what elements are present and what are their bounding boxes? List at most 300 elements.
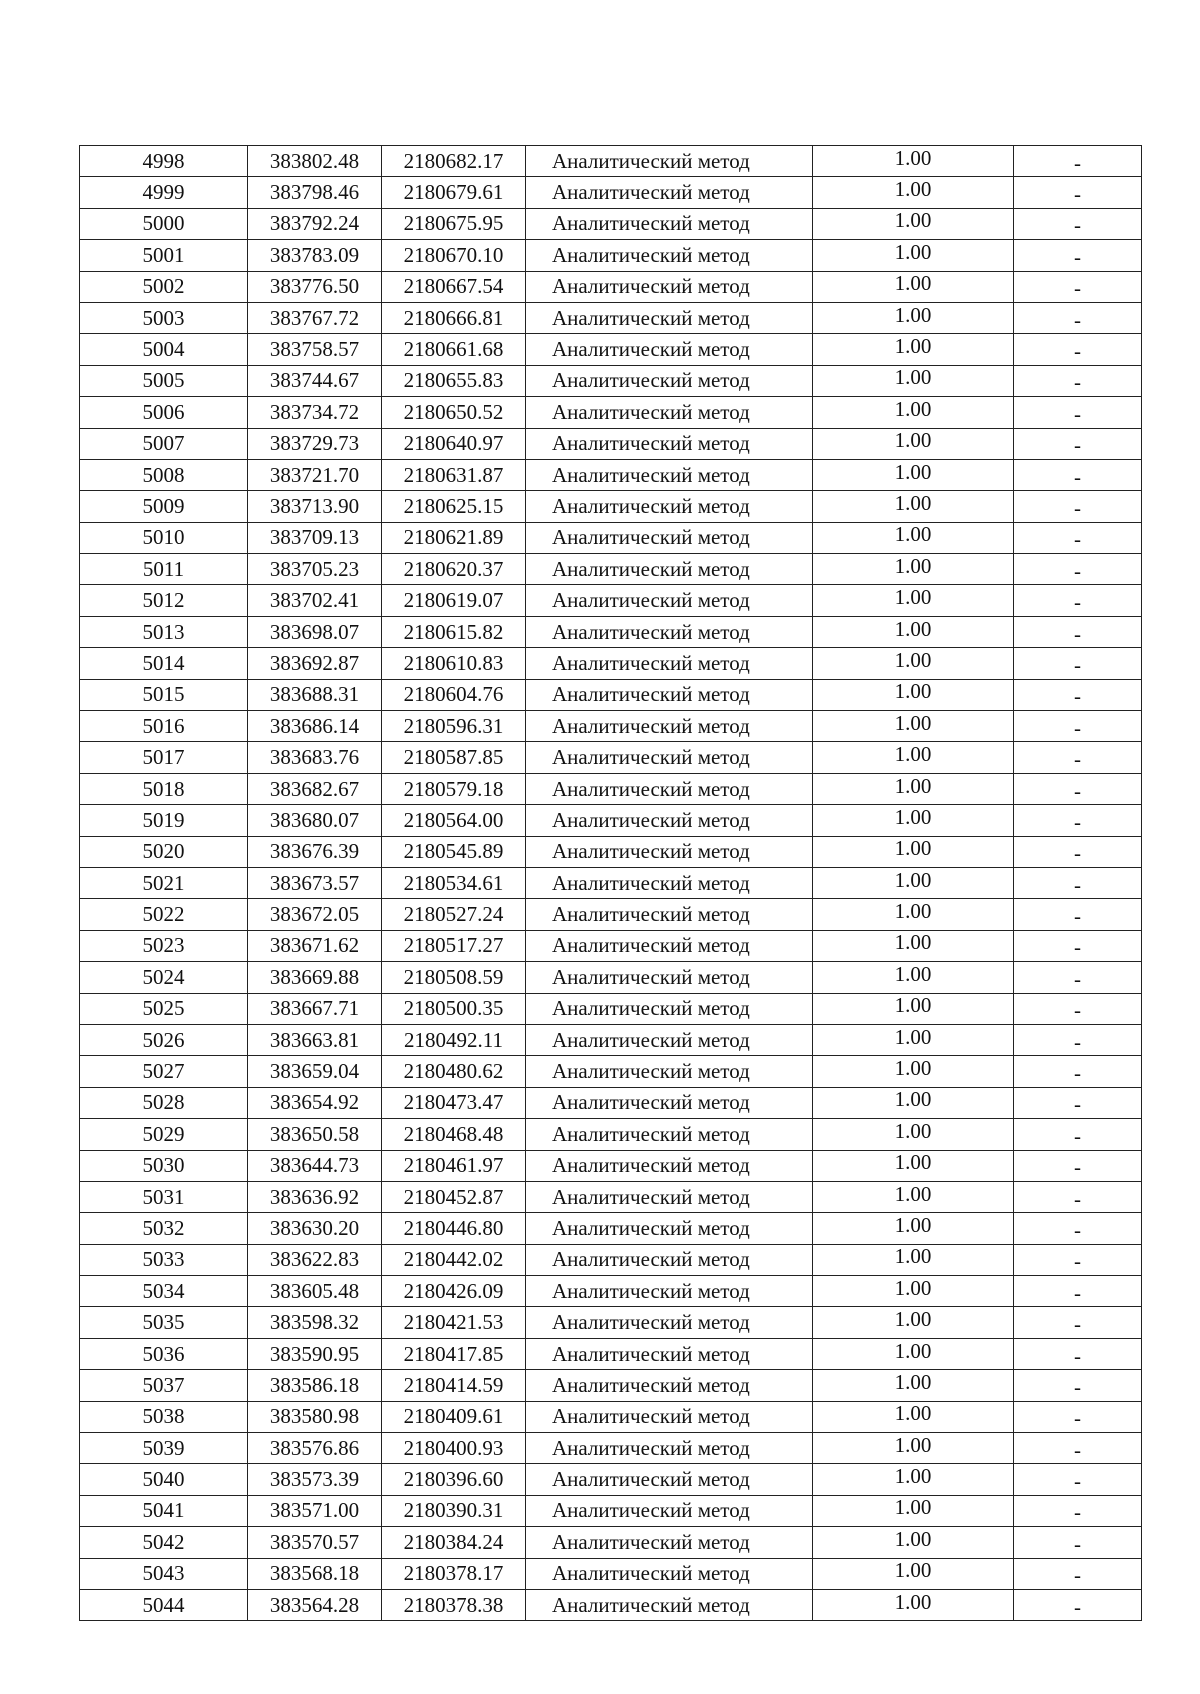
point-number-cell: 5013 [80,616,248,647]
accuracy-cell-text: 1.00 [894,585,932,610]
accuracy-cell-text: 1.00 [894,1087,932,1112]
y-coordinate-cell: 2180675.95 [382,208,526,239]
method-cell: Аналитический метод [526,240,813,271]
y-coordinate-cell: 2180473.47 [382,1087,526,1118]
y-coordinate-cell: 2180390.31 [382,1495,526,1526]
x-coordinate-cell: 383669.88 [248,962,382,993]
description-cell-text: - [1074,1217,1081,1242]
table-row [80,302,1142,333]
accuracy-cell-text: 1.00 [894,1526,932,1551]
x-coordinate-cell: 383798.46 [248,177,382,208]
accuracy-cell [813,899,1014,930]
description-cell-text: - [1074,558,1081,583]
method-cell: Аналитический метод [526,1338,813,1369]
accuracy-cell [813,711,1014,742]
point-number-cell: 5032 [80,1213,248,1244]
table-row [80,899,1142,930]
x-coordinate-cell: 383576.86 [248,1433,382,1464]
x-coordinate-cell: 383573.39 [248,1464,382,1495]
method-cell: Аналитический метод [526,930,813,961]
description-cell-text: - [1074,1500,1081,1525]
table-row [80,1464,1142,1495]
description-cell [1014,208,1142,239]
description-cell [1014,1181,1142,1212]
accuracy-cell-text: 1.00 [894,1118,932,1143]
x-coordinate-cell: 383744.67 [248,365,382,396]
description-cell-text: - [1074,1280,1081,1305]
x-coordinate-cell: 383688.31 [248,679,382,710]
x-coordinate-cell: 383802.48 [248,146,382,177]
y-coordinate-cell: 2180517.27 [382,930,526,961]
table-row [80,867,1142,898]
y-coordinate-cell: 2180615.82 [382,616,526,647]
accuracy-cell-text: 1.00 [894,1307,932,1332]
accuracy-cell [813,459,1014,490]
description-cell-text: - [1074,935,1081,960]
y-coordinate-cell: 2180610.83 [382,648,526,679]
description-cell-text: - [1074,401,1081,426]
description-cell [1014,240,1142,271]
table-row [80,993,1142,1024]
description-cell [1014,1307,1142,1338]
accuracy-cell-text: 1.00 [894,616,932,641]
method-cell: Аналитический метод [526,993,813,1024]
x-coordinate-cell: 383636.92 [248,1181,382,1212]
method-cell: Аналитический метод [526,146,813,177]
accuracy-cell-text: 1.00 [894,1212,932,1237]
accuracy-cell-text: 1.00 [894,993,932,1018]
point-number-cell: 5040 [80,1464,248,1495]
method-cell: Аналитический метод [526,1401,813,1432]
accuracy-cell [813,428,1014,459]
x-coordinate-cell: 383598.32 [248,1307,382,1338]
accuracy-cell-text: 1.00 [894,271,932,296]
description-cell [1014,1558,1142,1589]
x-coordinate-cell: 383605.48 [248,1276,382,1307]
accuracy-cell [813,1433,1014,1464]
accuracy-cell-text: 1.00 [894,742,932,767]
x-coordinate-cell: 383671.62 [248,930,382,961]
point-number-cell: 5026 [80,1024,248,1055]
description-cell-text: - [1074,966,1081,991]
method-cell: Аналитический метод [526,805,813,836]
description-cell [1014,271,1142,302]
description-cell-text: - [1074,1186,1081,1211]
description-cell [1014,805,1142,836]
point-number-cell: 5019 [80,805,248,836]
point-number-cell: 5018 [80,773,248,804]
accuracy-cell [813,679,1014,710]
x-coordinate-cell: 383590.95 [248,1338,382,1369]
description-cell-text: - [1074,1249,1081,1274]
description-cell-text: - [1074,778,1081,803]
method-cell: Аналитический метод [526,271,813,302]
x-coordinate-cell: 383776.50 [248,271,382,302]
x-coordinate-cell: 383630.20 [248,1213,382,1244]
description-cell-text: - [1074,370,1081,395]
accuracy-cell [813,1307,1014,1338]
point-number-cell: 5037 [80,1370,248,1401]
coordinates-table [79,145,1142,1621]
method-cell: Аналитический метод [526,428,813,459]
method-cell: Аналитический метод [526,208,813,239]
accuracy-cell [813,397,1014,428]
description-cell-text: - [1074,872,1081,897]
description-cell [1014,1433,1142,1464]
x-coordinate-cell: 383702.41 [248,585,382,616]
table-row [80,177,1142,208]
accuracy-cell [813,1495,1014,1526]
method-cell: Аналитический метод [526,679,813,710]
method-cell: Аналитический метод [526,1558,813,1589]
y-coordinate-cell: 2180426.09 [382,1276,526,1307]
method-cell: Аналитический метод [526,1464,813,1495]
point-number-cell: 5035 [80,1307,248,1338]
method-cell: Аналитический метод [526,962,813,993]
method-cell: Аналитический метод [526,899,813,930]
description-cell-text: - [1074,464,1081,489]
table-row [80,773,1142,804]
y-coordinate-cell: 2180446.80 [382,1213,526,1244]
accuracy-cell [813,1276,1014,1307]
accuracy-cell [813,742,1014,773]
accuracy-cell [813,648,1014,679]
table-row [80,1119,1142,1150]
point-number-cell: 5002 [80,271,248,302]
table-row [80,522,1142,553]
description-cell [1014,1150,1142,1181]
accuracy-cell [813,1464,1014,1495]
point-number-cell: 5025 [80,993,248,1024]
description-cell-text: - [1074,590,1081,615]
method-cell: Аналитический метод [526,1150,813,1181]
description-cell [1014,491,1142,522]
table-row [80,491,1142,522]
description-cell [1014,1244,1142,1275]
point-number-cell: 5034 [80,1276,248,1307]
y-coordinate-cell: 2180655.83 [382,365,526,396]
y-coordinate-cell: 2180442.02 [382,1244,526,1275]
y-coordinate-cell: 2180378.17 [382,1558,526,1589]
accuracy-cell-text: 1.00 [894,679,932,704]
x-coordinate-cell: 383705.23 [248,554,382,585]
method-cell: Аналитический метод [526,1527,813,1558]
accuracy-cell [813,365,1014,396]
description-cell [1014,1056,1142,1087]
description-cell [1014,773,1142,804]
accuracy-cell-text: 1.00 [894,553,932,578]
table-row [80,805,1142,836]
point-number-cell: 5022 [80,899,248,930]
y-coordinate-cell: 2180650.52 [382,397,526,428]
table-row [80,742,1142,773]
description-cell [1014,993,1142,1024]
x-coordinate-cell: 383729.73 [248,428,382,459]
y-coordinate-cell: 2180596.31 [382,711,526,742]
point-number-cell: 5005 [80,365,248,396]
method-cell: Аналитический метод [526,742,813,773]
accuracy-cell-text: 1.00 [894,1432,932,1457]
description-cell-text: - [1074,715,1081,740]
point-number-cell: 5041 [80,1495,248,1526]
table-row [80,1244,1142,1275]
table-row [80,271,1142,302]
accuracy-cell [813,805,1014,836]
x-coordinate-cell: 383570.57 [248,1527,382,1558]
description-cell [1014,867,1142,898]
point-number-cell: 5008 [80,459,248,490]
table-row [80,208,1142,239]
method-cell: Аналитический метод [526,177,813,208]
y-coordinate-cell: 2180461.97 [382,1150,526,1181]
point-number-cell: 5030 [80,1150,248,1181]
accuracy-cell [813,1558,1014,1589]
accuracy-cell-text: 1.00 [894,1150,932,1175]
x-coordinate-cell: 383686.14 [248,711,382,742]
point-number-cell: 5036 [80,1338,248,1369]
description-cell-text: - [1074,1312,1081,1337]
method-cell: Аналитический метод [526,1181,813,1212]
description-cell-text: - [1074,684,1081,709]
x-coordinate-cell: 383571.00 [248,1495,382,1526]
point-number-cell: 5010 [80,522,248,553]
method-cell: Аналитический метод [526,302,813,333]
accuracy-cell [813,1056,1014,1087]
x-coordinate-cell: 383680.07 [248,805,382,836]
accuracy-cell [813,208,1014,239]
x-coordinate-cell: 383734.72 [248,397,382,428]
description-cell [1014,1464,1142,1495]
method-cell: Аналитический метод [526,585,813,616]
table-row [80,1276,1142,1307]
method-cell: Аналитический метод [526,1433,813,1464]
y-coordinate-cell: 2180604.76 [382,679,526,710]
description-cell [1014,1024,1142,1055]
table-row [80,1370,1142,1401]
x-coordinate-cell: 383586.18 [248,1370,382,1401]
method-cell: Аналитический метод [526,1213,813,1244]
table-row [80,554,1142,585]
accuracy-cell [813,1527,1014,1558]
accuracy-cell-text: 1.00 [894,1558,932,1583]
x-coordinate-cell: 383580.98 [248,1401,382,1432]
table-row [80,146,1142,177]
accuracy-cell [813,1024,1014,1055]
table-row [80,1401,1142,1432]
accuracy-cell-text: 1.00 [894,459,932,484]
description-cell-text: - [1074,1092,1081,1117]
y-coordinate-cell: 2180409.61 [382,1401,526,1432]
point-number-cell: 5043 [80,1558,248,1589]
accuracy-cell-text: 1.00 [894,1181,932,1206]
table-row [80,962,1142,993]
x-coordinate-cell: 383767.72 [248,302,382,333]
description-cell [1014,1276,1142,1307]
y-coordinate-cell: 2180666.81 [382,302,526,333]
y-coordinate-cell: 2180400.93 [382,1433,526,1464]
description-cell-text: - [1074,841,1081,866]
table-row [80,1433,1142,1464]
point-number-cell: 5029 [80,1119,248,1150]
accuracy-cell [813,1150,1014,1181]
table-row [80,334,1142,365]
accuracy-cell [813,1087,1014,1118]
x-coordinate-cell: 383682.67 [248,773,382,804]
x-coordinate-cell: 383709.13 [248,522,382,553]
point-number-cell: 5042 [80,1527,248,1558]
method-cell: Аналитический метод [526,1087,813,1118]
description-cell [1014,836,1142,867]
accuracy-cell-text: 1.00 [894,1244,932,1269]
accuracy-cell-text: 1.00 [894,428,932,453]
x-coordinate-cell: 383783.09 [248,240,382,271]
description-cell-text: - [1074,339,1081,364]
accuracy-cell-text: 1.00 [894,177,932,202]
point-number-cell: 5017 [80,742,248,773]
accuracy-cell [813,993,1014,1024]
method-cell: Аналитический метод [526,334,813,365]
accuracy-cell-text: 1.00 [894,836,932,861]
table-row [80,365,1142,396]
point-number-cell: 5027 [80,1056,248,1087]
description-cell [1014,1495,1142,1526]
description-cell-text: - [1074,307,1081,332]
accuracy-cell [813,334,1014,365]
y-coordinate-cell: 2180421.53 [382,1307,526,1338]
y-coordinate-cell: 2180414.59 [382,1370,526,1401]
description-cell-text: - [1074,652,1081,677]
accuracy-cell-text: 1.00 [894,145,932,170]
accuracy-cell-text: 1.00 [894,710,932,735]
description-cell [1014,177,1142,208]
method-cell: Аналитический метод [526,711,813,742]
description-cell-text: - [1074,1061,1081,1086]
y-coordinate-cell: 2180619.07 [382,585,526,616]
accuracy-cell [813,773,1014,804]
table-row [80,1056,1142,1087]
table-row [80,240,1142,271]
description-cell-text: - [1074,1437,1081,1462]
description-cell [1014,711,1142,742]
description-cell-text: - [1074,1123,1081,1148]
method-cell: Аналитический метод [526,648,813,679]
method-cell: Аналитический метод [526,1307,813,1338]
method-cell: Аналитический метод [526,459,813,490]
y-coordinate-cell: 2180587.85 [382,742,526,773]
point-number-cell: 5000 [80,208,248,239]
method-cell: Аналитический метод [526,773,813,804]
x-coordinate-cell: 383564.28 [248,1589,382,1620]
accuracy-cell [813,491,1014,522]
description-cell-text: - [1074,244,1081,269]
description-cell-text: - [1074,621,1081,646]
description-cell [1014,428,1142,459]
y-coordinate-cell: 2180564.00 [382,805,526,836]
table-row [80,930,1142,961]
point-number-cell: 5006 [80,397,248,428]
y-coordinate-cell: 2180384.24 [382,1527,526,1558]
accuracy-cell-text: 1.00 [894,1338,932,1363]
accuracy-cell-text: 1.00 [894,302,932,327]
point-number-cell: 4998 [80,146,248,177]
description-cell [1014,899,1142,930]
x-coordinate-cell: 383676.39 [248,836,382,867]
accuracy-cell-text: 1.00 [894,522,932,547]
table-row [80,648,1142,679]
description-cell [1014,616,1142,647]
point-number-cell: 5020 [80,836,248,867]
method-cell: Аналитический метод [526,616,813,647]
y-coordinate-cell: 2180621.89 [382,522,526,553]
description-cell-text: - [1074,1374,1081,1399]
description-cell-text: - [1074,809,1081,834]
x-coordinate-cell: 383659.04 [248,1056,382,1087]
accuracy-cell [813,1370,1014,1401]
accuracy-cell-text: 1.00 [894,930,932,955]
description-cell [1014,679,1142,710]
x-coordinate-cell: 383644.73 [248,1150,382,1181]
method-cell: Аналитический метод [526,1244,813,1275]
y-coordinate-cell: 2180527.24 [382,899,526,930]
table-row [80,397,1142,428]
table-row [80,711,1142,742]
description-cell [1014,459,1142,490]
accuracy-cell-text: 1.00 [894,647,932,672]
accuracy-cell-text: 1.00 [894,208,932,233]
accuracy-cell-text: 1.00 [894,1275,932,1300]
accuracy-cell-text: 1.00 [894,1495,932,1520]
description-cell [1014,1213,1142,1244]
description-cell [1014,585,1142,616]
description-cell-text: - [1074,1155,1081,1180]
accuracy-cell-text: 1.00 [894,239,932,264]
y-coordinate-cell: 2180631.87 [382,459,526,490]
y-coordinate-cell: 2180640.97 [382,428,526,459]
description-cell-text: - [1074,1343,1081,1368]
description-cell [1014,146,1142,177]
description-cell-text: - [1074,1563,1081,1588]
accuracy-cell [813,962,1014,993]
accuracy-cell-text: 1.00 [894,1464,932,1489]
point-number-cell: 5009 [80,491,248,522]
y-coordinate-cell: 2180500.35 [382,993,526,1024]
y-coordinate-cell: 2180670.10 [382,240,526,271]
accuracy-cell [813,240,1014,271]
point-number-cell: 5024 [80,962,248,993]
point-number-cell: 4999 [80,177,248,208]
y-coordinate-cell: 2180667.54 [382,271,526,302]
method-cell: Аналитический метод [526,522,813,553]
accuracy-cell [813,302,1014,333]
table-row [80,1589,1142,1620]
accuracy-cell [813,1213,1014,1244]
accuracy-cell [813,616,1014,647]
point-number-cell: 5023 [80,930,248,961]
description-cell [1014,365,1142,396]
accuracy-cell [813,930,1014,961]
method-cell: Аналитический метод [526,1495,813,1526]
y-coordinate-cell: 2180579.18 [382,773,526,804]
accuracy-cell [813,146,1014,177]
point-number-cell: 5012 [80,585,248,616]
description-cell-text: - [1074,1469,1081,1494]
x-coordinate-cell: 383792.24 [248,208,382,239]
method-cell: Аналитический метод [526,836,813,867]
point-number-cell: 5021 [80,867,248,898]
coordinates-table-body [80,146,1142,1621]
y-coordinate-cell: 2180468.48 [382,1119,526,1150]
table-row [80,1495,1142,1526]
